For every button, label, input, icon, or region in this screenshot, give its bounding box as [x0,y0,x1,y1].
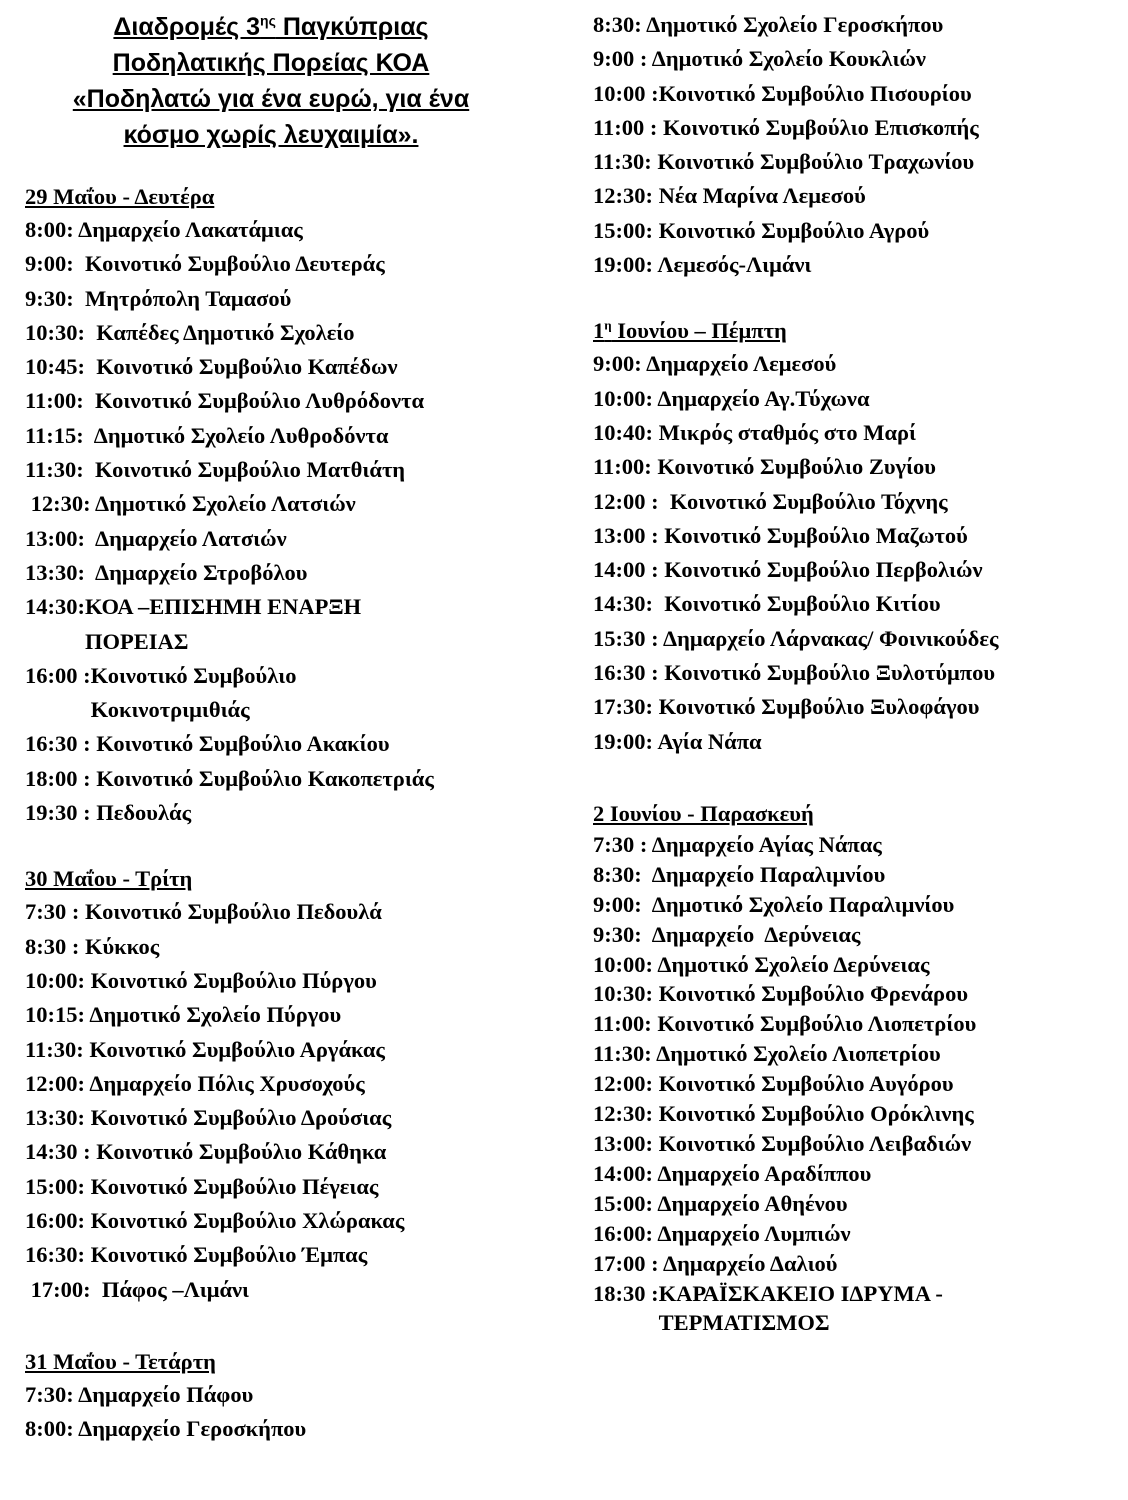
title-line-4: κόσμο χωρίς λευχαιμία». [123,121,419,149]
schedule-entry [593,8,1123,42]
schedule-entry [593,890,1123,920]
schedule-entry [25,453,565,487]
schedule-entry [25,659,565,728]
entry-time: 7:30 : [25,899,80,925]
entry-time: 12:30: [593,1101,653,1127]
entry-place: Κοινοτικό Συμβούλιο Δρούσιας [85,1105,392,1131]
entry-time: 11:00: [593,454,652,480]
entry-time: 9:30: [25,285,74,311]
entry-place: Κοινοτικό Συμβούλιο Ορόκλινης [653,1101,974,1127]
schedule-entry [593,1129,1123,1159]
entry-time: 13:00: [593,1131,653,1156]
schedule-entry [25,1170,565,1204]
entry-time: 13:30: [25,1105,85,1131]
schedule-entry [593,1039,1123,1069]
day-section-jun2 [593,797,1123,1338]
entry-time: 9:00 : [593,46,648,72]
schedule-entry [25,590,565,659]
entry-place: Δημοτικό Σχολείο Λατσιών [90,491,356,517]
schedule-entry [25,419,565,453]
entry-place: Λεμεσός-Λιμάνι [653,252,812,278]
entry-place: Καπέδες Δημοτικό Σχολείο [85,319,355,345]
schedule-entry [593,145,1123,179]
entry-place: ΚΟΑ –ΕΠΙΣΗΜΗ ΕΝΑΡΞΗ ΠΟΡΕΙΑΣ [85,594,362,654]
entry-place: Κοινοτικό Συμβούλιο Χλώρακας [85,1208,405,1234]
entry-time: 16:00: [25,1208,85,1234]
schedule-entry [25,282,565,316]
entry-time: 9:00: [593,351,642,377]
entry-time: 15:30 : [593,625,659,651]
schedule-list [25,895,565,1307]
entry-time: 15:00: [593,1190,653,1216]
schedule-entry [593,622,1123,656]
entry-time: 11:30: [25,457,84,483]
entry-time: 17:00: [25,1276,91,1302]
entry-place: Κοινοτικό Συμβούλιο Ματθιάτη [83,457,406,483]
schedule-entry [593,690,1123,724]
entry-time: 11:30: [593,149,652,175]
entry-time: 9:00: [593,891,642,917]
schedule-entry [593,485,1123,519]
entry-place: Κοινοτικό Συμβούλιο Λειβαδιών [653,1131,972,1156]
schedule-list [593,830,1123,1338]
schedule-entry [593,77,1123,111]
entry-time: 12:30: [593,183,653,209]
title-line-3: «Ποδηλατώ για ένα ευρώ, για ένα [72,85,470,113]
entry-place: Κοινοτικό Συμβούλιο Αγρού [653,217,930,243]
schedule-list [25,213,565,830]
day-heading: 31 Μαΐου - Τετάρτη [25,1348,216,1374]
entry-time: 9:00: [25,251,74,277]
schedule-entry [593,656,1123,690]
entry-place: Κοινοτικό Συμβούλιο Πεδουλά [79,899,382,925]
entry-place: Κοινοτικό Συμβούλιο Αυγόρου [653,1071,954,1097]
entry-place: Κοινοτικό Συμβούλιο Τόχνης [658,488,948,514]
entry-place: Κοινοτικό Συμβούλιο Πύργου [85,967,377,993]
schedule-entry [25,895,565,929]
entry-time: 14:00 : [593,557,659,583]
entry-place: Δημοτικό Σχολείο Κουκλιών [647,46,926,72]
entry-time: 11:30: [593,1041,652,1067]
entry-place: Δημαρχείο Γεροσκήπου [73,1416,307,1442]
entry-time: 14:30: [593,591,653,617]
entry-place: Δημαρχείο Αγ.Τύχωνα [653,385,870,411]
schedule-entry [25,930,565,964]
entry-place: Δημαρχείο Αραδίππου [653,1160,872,1186]
day-section-may29 [25,180,565,830]
schedule-entry [25,350,565,384]
entry-place: Δημαρχείο Λυμπιών [653,1220,851,1246]
entry-time: 11:30: [25,1036,84,1062]
entry-place: Δημοτικό Σχολείο Παραλιμνίου [641,891,955,917]
entry-place: Κοινοτικό Συμβούλιο Κοκινοτριμιθιάς [90,662,297,723]
entry-place: Δημαρχείο Πάφου [73,1381,254,1407]
schedule-entry [25,1412,565,1446]
schedule-entry [25,384,565,418]
schedule-entry [593,111,1123,145]
entry-place: Δημαρχείο Αγίας Νάπας [647,831,882,857]
day-heading: $1^\eta$ Ιουνίου – Πέμπτη [593,317,787,344]
entry-place: Κοινοτικό Συμβούλιο Τραχωνίου [651,149,975,175]
entry-time: 15:00: [25,1173,85,1199]
entry-time: 10:30: [25,319,85,345]
title-superscript: ης [260,12,276,29]
entry-place: Κοινοτικό Συμβούλιο Λυθρόδοντα [83,388,425,414]
schedule-entry [593,725,1123,759]
entry-place: Δημαρχείο Παραλιμνίου [641,861,886,887]
entry-place: Δημαρχείο Στροβόλου [85,559,308,585]
schedule-entry [25,964,565,998]
schedule-entry [593,382,1123,416]
entry-place: Νέα Μαρίνα Λεμεσού [653,183,866,209]
entry-time: 11:00: [593,1011,652,1037]
entry-time: 18:30 : [593,1280,659,1306]
entry-place: Κοινοτικό Συμβούλιο Κακοπετριάς [90,765,434,791]
entry-time: 8:30: [593,861,642,887]
entry-time: 10:45: [25,354,85,380]
entry-time: 7:30 : [593,831,648,857]
entry-time: 11:00: [25,388,84,414]
entry-time: 10:15: [25,1002,85,1028]
entry-place: Κοινοτικό Συμβούλιο Επισκοπής [657,114,979,140]
entry-time: 12:00 : [593,488,659,514]
schedule-entry [25,1033,565,1067]
entry-time: 19:00: [593,728,653,754]
document-title [25,9,517,153]
entry-time: 10:00 : [593,80,659,106]
entry-place: Δημοτικό Σχολείο Πύργου [85,1002,342,1028]
day-heading: 30 Μαΐου - Τρίτη [25,866,193,892]
entry-place: ΚΑΡΑΪΣΚΑΚΕΙΟ ΙΔΡΥΜΑ - ΤΕΡΜΑΤΙΣΜΟΣ [658,1280,943,1336]
entry-place: Αγία Νάπα [653,728,762,754]
entry-place: Δημαρχείο Δερύνειας [641,921,861,947]
entry-time: 12:30: [25,491,91,517]
schedule-entry [593,860,1123,890]
schedule-entry [593,1249,1123,1279]
entry-time: 18:00 : [25,765,91,791]
entry-place: Κοινοτικό Συμβούλιο Ζυγίου [651,454,936,480]
entry-place: Κοινοτικό Συμβούλιο Περβολιών [658,557,983,583]
schedule-entry [593,920,1123,950]
schedule-entry [25,316,565,350]
entry-time: 16:30 : [25,731,91,757]
entry-time: 14:30 : [25,1139,91,1165]
title-line-2: Ποδηλατικής Πορείας ΚΟΑ [112,49,430,77]
schedule-entry [593,1219,1123,1249]
entry-time: 16:00: [593,1220,653,1246]
entry-place: Κοινοτικό Συμβούλιο Κάθηκα [90,1139,387,1165]
schedule-entry [593,1189,1123,1219]
entry-time: 17:00 : [593,1250,659,1276]
entry-place: Κοινοτικό Συμβούλιο Πισουρίου [658,80,972,106]
entry-place: Κύκκος [79,933,160,959]
schedule-entry [593,1099,1123,1129]
entry-time: 10:30: [593,981,653,1007]
schedule-entry [25,796,565,830]
schedule-entry [25,213,565,247]
schedule-entry [593,42,1123,76]
entry-place: Κοινοτικό Συμβούλιο Αργάκας [83,1036,385,1062]
entry-place: Κοινοτικό Συμβούλιο Ξυλοτύμπου [658,660,996,686]
entry-place: Κοινοτικό Συμβούλιο Φρενάρου [653,981,969,1007]
entry-time: 7:30: [25,1381,74,1407]
schedule-entry [25,1378,565,1412]
schedule-entry [593,950,1123,980]
schedule-entry [25,1238,565,1272]
entry-time: 12:00: [593,1071,653,1097]
left-column [25,0,565,1447]
schedule-entry [593,416,1123,450]
schedule-entry [25,1067,565,1101]
entry-time: 17:30: [593,694,653,720]
entry-time: 10:00: [593,951,653,977]
schedule-entry [593,214,1123,248]
schedule-entry [593,1159,1123,1189]
schedule-entry [25,998,565,1032]
entry-place: Κοινοτικό Συμβούλιο Λιοπετρίου [651,1011,977,1037]
schedule-entry [25,247,565,281]
entry-time: 10:00: [25,967,85,993]
schedule-list [25,1378,565,1447]
day-heading: 2 Ιουνίου - Παρασκευή [593,800,814,826]
entry-time: 12:00: [25,1070,85,1096]
right-column [593,8,1123,1338]
entry-time: 16:30 : [593,660,659,686]
schedule-entry [593,553,1123,587]
schedule-entry [25,1204,565,1238]
entry-place: Πεδουλάς [90,800,192,826]
entry-time: 8:00: [25,217,74,242]
schedule-list [593,8,1123,282]
schedule-entry [25,556,565,590]
entry-time: 14:30: [25,594,85,620]
entry-place: Δημοτικό Σχολείο Δερύνειας [653,951,930,977]
schedule-entry [25,487,565,521]
entry-time: 16:00 : [25,662,91,688]
schedule-entry [25,1101,565,1135]
entry-place: Δημαρχείο Λατσιών [85,525,287,551]
entry-time: 10:00: [593,385,653,411]
entry-place: Κοινοτικό Συμβούλιο Ακακίου [90,731,390,757]
entry-place: Δημοτικό Σχολείο Λυθροδόντα [83,422,389,448]
entry-place: Κοινοτικό Συμβούλιο Ξυλοφάγου [653,694,980,720]
schedule-entry [593,1069,1123,1099]
entry-time: 8:30: [593,12,642,37]
entry-time: 15:00: [593,217,653,243]
entry-time: 9:30: [593,921,642,947]
entry-place: Κοινοτικό Συμβούλιο Έμπας [85,1242,368,1268]
entry-place: Δημαρχείο Λάρνακας/ Φοινικούδες [658,625,999,651]
entry-place: Κοινοτικό Συμβούλιο Κιτίου [653,591,941,617]
entry-place: Κοινοτικό Συμβούλιο Πέγειας [85,1173,379,1199]
entry-place: Δημαρχείο Λακατάμιας [73,217,303,242]
entry-time: 8:00: [25,1416,74,1442]
day-section-may31 [25,1345,565,1447]
entry-place: Δημαρχείο Δαλιού [658,1250,838,1276]
entry-time: 19:00: [593,252,653,278]
schedule-entry [25,1273,565,1307]
entry-time: 16:30: [25,1242,85,1268]
day-section-may31-continued [593,8,1123,282]
entry-time: 19:30 : [25,800,91,826]
schedule-entry [593,179,1123,213]
schedule-entry [25,727,565,761]
schedule-entry [593,979,1123,1009]
entry-place: Μητρόπολη Ταμασού [73,285,292,311]
entry-time: 13:00 : [593,522,659,548]
entry-place: Κοινοτικό Συμβούλιο Καπέδων [85,354,398,380]
entry-time: 14:00: [593,1160,653,1186]
entry-place: Κοινοτικό Συμβούλιο Δευτεράς [73,251,385,277]
schedule-entry [25,522,565,556]
entry-place: Μικρός σταθμός στο Μαρί [653,419,917,445]
schedule-entry [593,1279,1123,1339]
schedule-entry [25,762,565,796]
day-section-may30 [25,862,565,1307]
entry-place: Δημαρχείο Αθηένου [653,1190,848,1216]
entry-place: Δημαρχείο Λεμεσού [641,351,837,377]
entry-time: 11:00 : [593,114,658,140]
entry-place: Κοινοτικό Συμβούλιο Μαζωτού [658,522,968,548]
day-heading: 29 Μαΐου - Δευτέρα [25,184,215,209]
entry-place: Δημοτικό Σχολείο Λιοπετρίου [651,1041,941,1067]
schedule-entry [593,347,1123,381]
title-line-1: Διαδρομές $3^{\eta\varsigma}$ Παγκύπριας [113,12,429,41]
schedule-entry [593,587,1123,621]
schedule-entry [593,450,1123,484]
entry-time: 13:00: [25,525,85,551]
schedule-entry [593,1009,1123,1039]
entry-time: 11:15: [25,422,84,448]
schedule-entry [25,1135,565,1169]
schedule-entry [593,248,1123,282]
day-section-jun1 [593,314,1123,759]
schedule-entry [593,519,1123,553]
entry-place: Πάφος –Λιμάνι [90,1276,250,1302]
schedule-entry [593,830,1123,860]
entry-time: 13:30: [25,559,85,585]
heading-superscript: η [604,317,612,333]
entry-time: 8:30 : [25,933,80,959]
entry-place: Δημαρχείο Πόλις Χρυσοχούς [85,1070,365,1096]
schedule-list [593,347,1123,759]
entry-place: Δημοτικό Σχολείο Γεροσκήπου [641,12,944,37]
entry-time: 10:40: [593,419,653,445]
